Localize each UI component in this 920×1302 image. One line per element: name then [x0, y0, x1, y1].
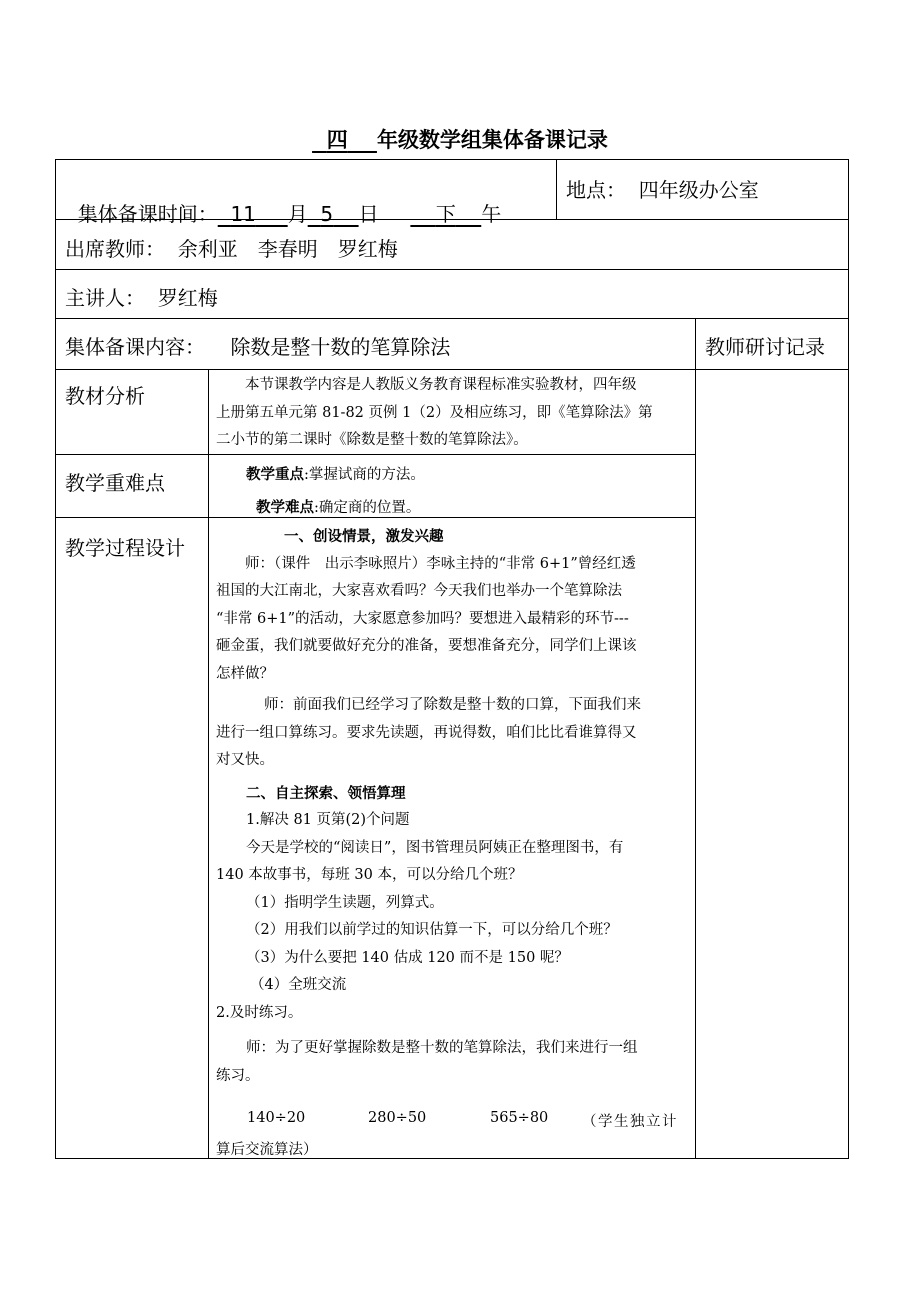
speaker [65, 282, 218, 311]
lesson-content [65, 331, 450, 360]
analysis-label: 教材分析 [65, 384, 145, 408]
page-title: 四 年级数学组集体备课记录 [0, 124, 920, 154]
key-points-label: 教学重难点 [65, 471, 165, 495]
focus-label: 教学重点 [246, 466, 304, 483]
section-1-heading: 一、创设情景，激发兴趣 [284, 528, 444, 545]
meeting-location [566, 174, 759, 203]
calc-note-2: 算后交流算法） [216, 1142, 318, 1158]
key-points-text [216, 461, 691, 522]
speaker-label: 主讲人： [65, 286, 145, 310]
day-value: 5 [320, 202, 334, 226]
process-text: 一、创设情景，激发兴趣 师：（课件 出示李咏照片）李咏主持的“非常 6+1”曾经红透 祖国的大江南北，大家喜欢看吗？今天我们也举办一个笔算除法 “非常 6+1”的活动，大家愿意参加吗？要想进入最精彩的环节--- 砸金蛋，我们就要做好充分的准备，要想准备充分，同学们上课该 怎样做？ 师：前面我们已经学习了除数是整十数的口算，下面我们来 进行一组口算练习。要求先读题，再说得数，咱们比比看谁算得又 对又快。 二、自主探索、领悟算理 1.解决 81 页第(2)个问题 今天是学校的“阅读日”，图书管理员阿姨正在整理图书，有 140 本故事书，每班 30 本，可以分给几个班？ （1）指明学生读题，列算式。 （2）用我们以前学过的知识估算一下，可以分给几个班？ （3）为什么要把 140 估成 120 而不是 150 呢？ （4）全班交流 2.及时练习。 师：为了更好掌握除数是整十数的笔算除法，我们来进行一组 练习。 [216, 523, 691, 1090]
notes-column-header: 教师研讨记录 [705, 335, 825, 359]
calc-2: 280÷50 [368, 1110, 427, 1126]
content-label: 集体备课内容： [65, 335, 205, 359]
content-value: 除数是整十数的笔算除法 [230, 335, 451, 359]
location-label: 地点： [566, 178, 626, 202]
speaker-name: 罗红梅 [157, 286, 218, 310]
section-2-heading: 二、自主探索、领悟算理 [246, 784, 406, 802]
ampm-value: 下 [435, 202, 456, 226]
difficulty-text: :确定商的位置。 [314, 499, 421, 516]
process-label: 教学过程设计 [65, 536, 185, 560]
teachers-label: 出席教师： [65, 237, 165, 261]
calc-note: （学生独立计 [582, 1114, 678, 1130]
analysis-text: 本节课教学内容是人教版义务教育课程标准实验教材，四年级 上册第五单元第 81-82 页例 1（2）及相应练习，即《笔算除法》第 二小节的第二课时《除数是整十数的笔算除法》。 [216, 377, 653, 448]
calc-3: 565÷80 [490, 1110, 549, 1126]
difficulty-label: 教学难点 [256, 498, 314, 516]
focus-text: :掌握试商的方法。 [304, 467, 425, 483]
grade-field: 四 [326, 128, 348, 152]
time-label: 集体备课时间： [77, 202, 218, 226]
attending-teachers [65, 233, 398, 262]
month-value: 11 [230, 202, 256, 226]
teachers-names: 余利亚 李春明 罗红梅 [177, 237, 398, 261]
meeting-time: 集体备课时间： 11 月 5 日 下 午 [77, 202, 502, 226]
location-value: 四年级办公室 [638, 178, 759, 202]
calc-1: 140÷20 [247, 1110, 306, 1126]
